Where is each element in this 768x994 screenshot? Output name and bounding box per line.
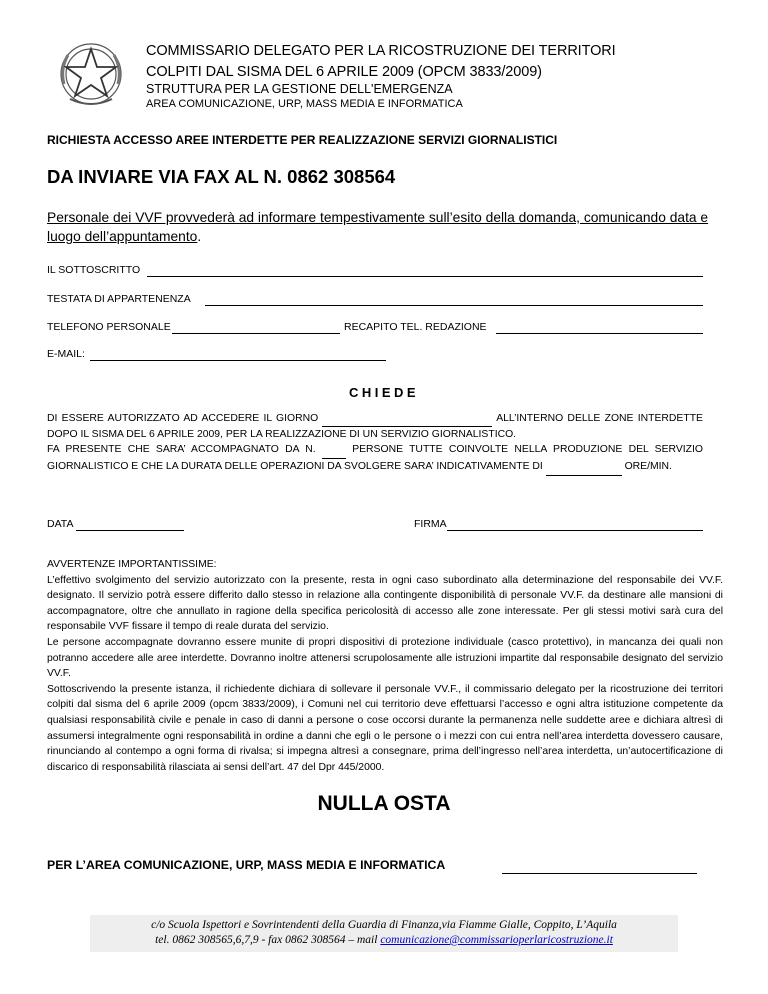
area-label: PER L’AREA COMUNICAZIONE, URP, MASS MEDIA E INFORMATICA (47, 858, 446, 872)
footer-phone-fax: tel. 0862 308565,6,7,9 - fax 0862 308564 – mail (155, 934, 381, 946)
request-p1-b: ALL’INTERNO DELLE ZONE INTERDETTE DOPO IL SISMA DEL 6 APRILE 2009, PER LA REALIZZAZIONE DI UN SERVIZIO GIORNALISTICO. (47, 413, 703, 440)
footer-address: c/o Scuola Ispettori e Sovrintendenti della Guardia di Finanza,via Fiamme Gialle, Coppito, L’Aquila (151, 919, 617, 931)
request-p1-a: DI ESSERE AUTORIZZATO AD ACCEDERE IL GIORNO (47, 413, 319, 424)
notice-text: Personale dei VVF provvederà ad informare tempestivamente sull’esito della domanda, comunicando data e luogo dell’appuntamento (47, 210, 709, 244)
persone-count-field[interactable] (322, 442, 346, 459)
warnings-paragraph-2: Le persone accompagnate dovranno essere munite di propri dispositivi di protezione individuale (casco protettivo), in mancanza dei quali non potranno accedere alle aree interdette. Dovranno inoltre attenersi scrupolosamente alle istruzioni impartite dal responsabile designato del servizio VV.F. (47, 636, 723, 680)
header-line-2: COLPITI DAL SISMA DEL 6 APRILE 2009 (OPCM 3833/2009) (146, 64, 542, 80)
sottoscritto-field[interactable] (147, 276, 703, 277)
request-p2-c: ORE/MIN. (624, 461, 672, 472)
italian-republic-emblem-icon (56, 39, 126, 109)
testata-field[interactable] (205, 305, 703, 306)
sottoscritto-label: IL SOTTOSCRITTO (47, 264, 141, 276)
durata-field[interactable] (546, 459, 622, 476)
chiede-heading: CHIEDE (348, 385, 420, 400)
header-line-1: COMMISSARIO DELEGATO PER LA RICOSTRUZIONE DEI TERRITORI (146, 43, 616, 59)
warnings-paragraph-3: Sottoscrivendo la presente istanza, il richiedente dichiara di sollevare il personale VV.F., il commissario delegato per la ricostruzione dei territori colpiti dal sisma del 6 aprile 2009 (opcm 3833/2009), i Comuni nel cui territorio deve effettuarsi l’accesso e ogni altra istituzione competente da qualsiasi responsabilità civile e penale in caso di danni a persone o cose occorsi durante la permanenza nelle suddette aree e dichiara altresì di assumersi integralmente ogni responsabilità in ordine a danni che egli o le persone o i mezzi con cui entra nell’area interdetta dovessero causare, rinunciando al contempo a ogni forma di rivalsa; si impegna altresì a consegnare, prima dell’ingresso nell’area interdetta, un’autocertificazione di discarico di responsabilità rilasciata ai sensi dell’art. 47 del Dpr 445/2000. (47, 683, 723, 773)
warnings-section (47, 557, 723, 775)
recapito-label: RECAPITO TEL. REDAZIONE (344, 321, 487, 333)
nulla-osta-heading: NULLA OSTA (317, 792, 451, 815)
firma-field[interactable] (447, 530, 703, 531)
telefono-label: TELEFONO PERSONALE (47, 321, 171, 333)
request-paragraph-1 (47, 411, 703, 442)
email-field[interactable] (90, 360, 386, 361)
data-label: DATA (47, 518, 74, 530)
header-line-4: AREA COMUNICAZIONE, URP, MASS MEDIA E INFORMATICA (146, 98, 463, 110)
giorno-field[interactable] (322, 411, 492, 427)
data-field[interactable] (76, 530, 184, 531)
request-p2-b: PERSONE TUTTE COINVOLTE NELLA PRODUZIONE DEL SERVIZIO GIORNALISTICO E CHE LA DURATA DELLE OPERAZIONI DA SVOLGERE SARA’ INDICATIVAMENTE DI (47, 444, 703, 472)
warnings-title: AVVERTENZE IMPORTANTISSIME: (47, 559, 217, 570)
area-signature-field[interactable] (502, 873, 697, 874)
notice-paragraph (47, 208, 721, 246)
header-line-3: STRUTTURA PER LA GESTIONE DELL'EMERGENZA (146, 82, 453, 96)
footer-contacts (90, 933, 678, 948)
telefono-field[interactable] (172, 333, 340, 334)
fax-heading: DA INVIARE VIA FAX AL N. 0862 308564 (47, 166, 396, 187)
document-subject: RICHIESTA ACCESSO AREE INTERDETTE PER REALIZZAZIONE SERVIZI GIORNALISTICI (47, 133, 558, 147)
testata-label: TESTATA DI APPARTENENZA (47, 293, 191, 305)
request-p2-a: FA PRESENTE CHE SARA’ ACCOMPAGNATO DA N. (47, 444, 316, 455)
warnings-paragraph-1: L’effettivo svolgimento del servizio autorizzato con la presente, resta in ogni caso subordinato alla determinazione del responsabile dei VV.F. designato. Il servizio potrà essere differito dallo stesso in relazione alla contingente disponibilità di personale VV.F. da destinare alle mansioni di accompagnatore, oltre che annullato in ragione della specifica pericolosità di accesso alle zone interessate. Per gli stessi motivi sarà cura del responsabile VVF fissare il tempo di reale durata del servizio. (47, 574, 723, 633)
request-paragraph-2 (47, 442, 703, 476)
notice-end: . (197, 229, 202, 244)
footer-email-link[interactable]: comunicazione@commissarioperlaricostruzione.it (380, 934, 613, 946)
firma-label: FIRMA (414, 518, 447, 530)
recapito-field[interactable] (496, 333, 703, 334)
footer (90, 915, 678, 952)
email-label: E-MAIL: (47, 348, 85, 360)
